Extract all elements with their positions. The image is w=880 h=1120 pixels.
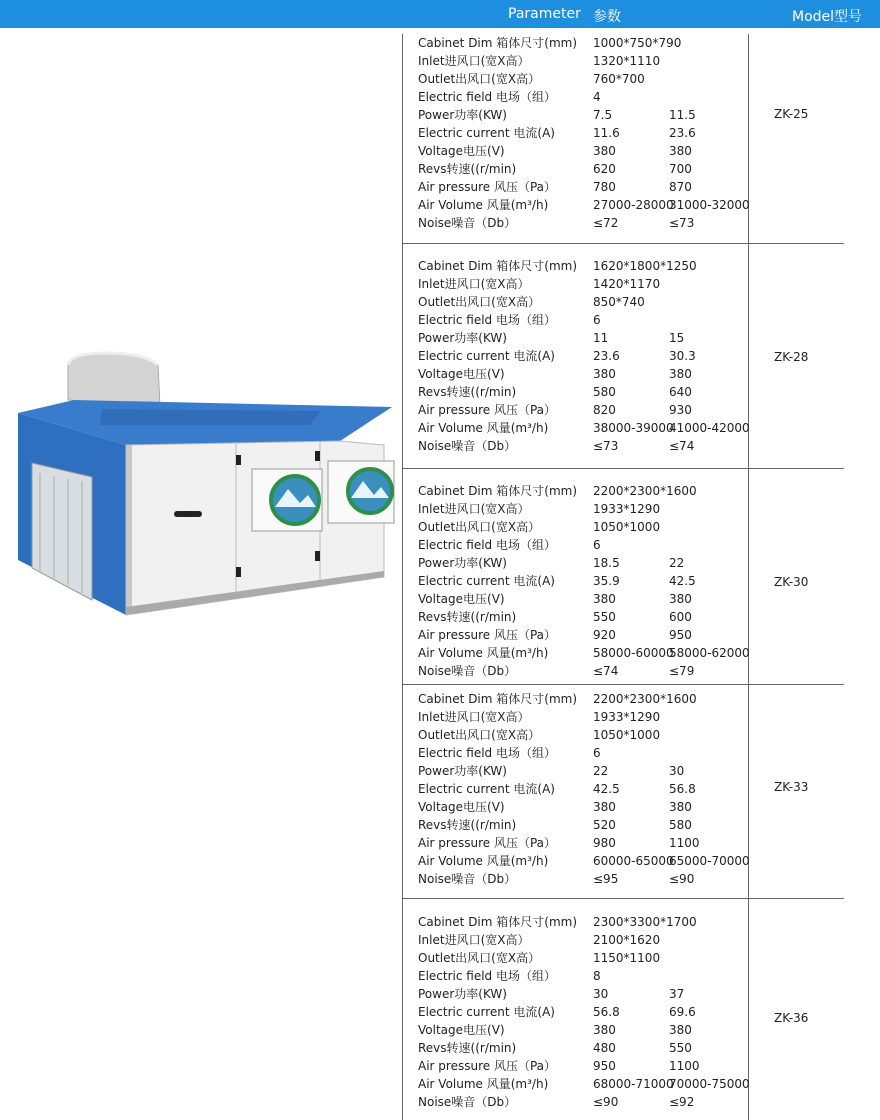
model-section-zk-33: Cabinet Dim 箱体尺寸(mm) 2200*2300*1600 Inlet进风口(宽X高） 1933*1290 Outlet出风口(宽X高） 1050*1000 Electric field 电场（组） 6 Power功率(KW) 22 30 Electric current 电流(A) 42.5 56.8 Voltage电压(V) 380 380 Revs转速((r/min) 520 580 Air pressure 风压（Pa） 980 1100 Air Volume 风量(m³/h) 60000-65000 65000-70000 Noise噪音（Db） ≤95 ≤90 ZK-33 <box>402 685 844 899</box>
table-header <box>0 0 880 28</box>
parameter-header: Parameter <box>508 6 581 22</box>
model-section-zk-30: Cabinet Dim 箱体尺寸(mm) 2200*2300*1600 Inlet进风口(宽X高） 1933*1290 Outlet出风口(宽X高） 1050*1000 Electric field 电场（组） 6 Power功率(KW) 18.5 22 Electric current 电流(A) 35.9 42.5 Voltage电压(V) 380 380 Revs转速((r/min) 550 600 Air pressure 风压（Pa） 920 950 Air Volume 风量(m³/h) 58000-60000 58000-62000 Noise噪音（Db） ≤74 ≤79 ZK-30 <box>402 469 844 685</box>
model-name: ZK-33 <box>774 780 809 794</box>
model-header: Model型号 <box>792 9 863 25</box>
model-section-zk-36: Cabinet Dim 箱体尺寸(mm) 2300*3300*1700 Inlet进风口(宽X高） 2100*1620 Outlet出风口(宽X高） 1150*1100 Electric field 电场（组） 8 Power功率(KW) 30 37 Electric current 电流(A) 56.8 69.6 Voltage电压(V) 380 380 Revs转速((r/min) 480 550 Air pressure 风压（Pa） 950 1100 Air Volume 风量(m³/h) 68000-71000 70000-75000 Noise噪音（Db） ≤90 ≤92 ZK-36 <box>418 915 809 1109</box>
model-section-zk-28: Cabinet Dim 箱体尺寸(mm) 1620*1800*1250 Inlet进风口(宽X高） 1420*1170 Outlet出风口(宽X高） 850*740 Electric field 电场（组） 6 Power功率(KW) 11 15 Electric current 电流(A) 23.6 30.3 Voltage电压(V) 380 380 Revs转速((r/min) 580 640 Air pressure 风压（Pa） 820 930 Air Volume 风量(m³/h) 38000-39000 41000-42000 Noise噪音（Db） ≤73 ≤74 ZK-28 <box>402 244 844 469</box>
parameter-header-cn: 参数 <box>593 9 621 25</box>
model-name: ZK-36 <box>774 1011 809 1025</box>
model-section-zk-25: Cabinet Dim 箱体尺寸(mm) 1000*750*790 Inlet进风口(宽X高） 1320*1110 Outlet出风口(宽X高） 760*700 Electric field 电场（组） 4 Power功率(KW) 7.5 11.5 Electric current 电流(A) 11.6 23.6 Voltage电压(V) 380 380 Revs转速((r/min) 620 700 Air pressure 风压（Pa） 780 870 Air Volume 风量(m³/h) 27000-28000 31000-32000 Noise噪音（Db） ≤72 ≤73 ZK-25 <box>402 34 844 244</box>
product-image <box>10 345 402 630</box>
model-name: ZK-30 <box>774 575 809 589</box>
model-name: ZK-28 <box>774 350 809 364</box>
model-name: ZK-25 <box>774 107 809 121</box>
